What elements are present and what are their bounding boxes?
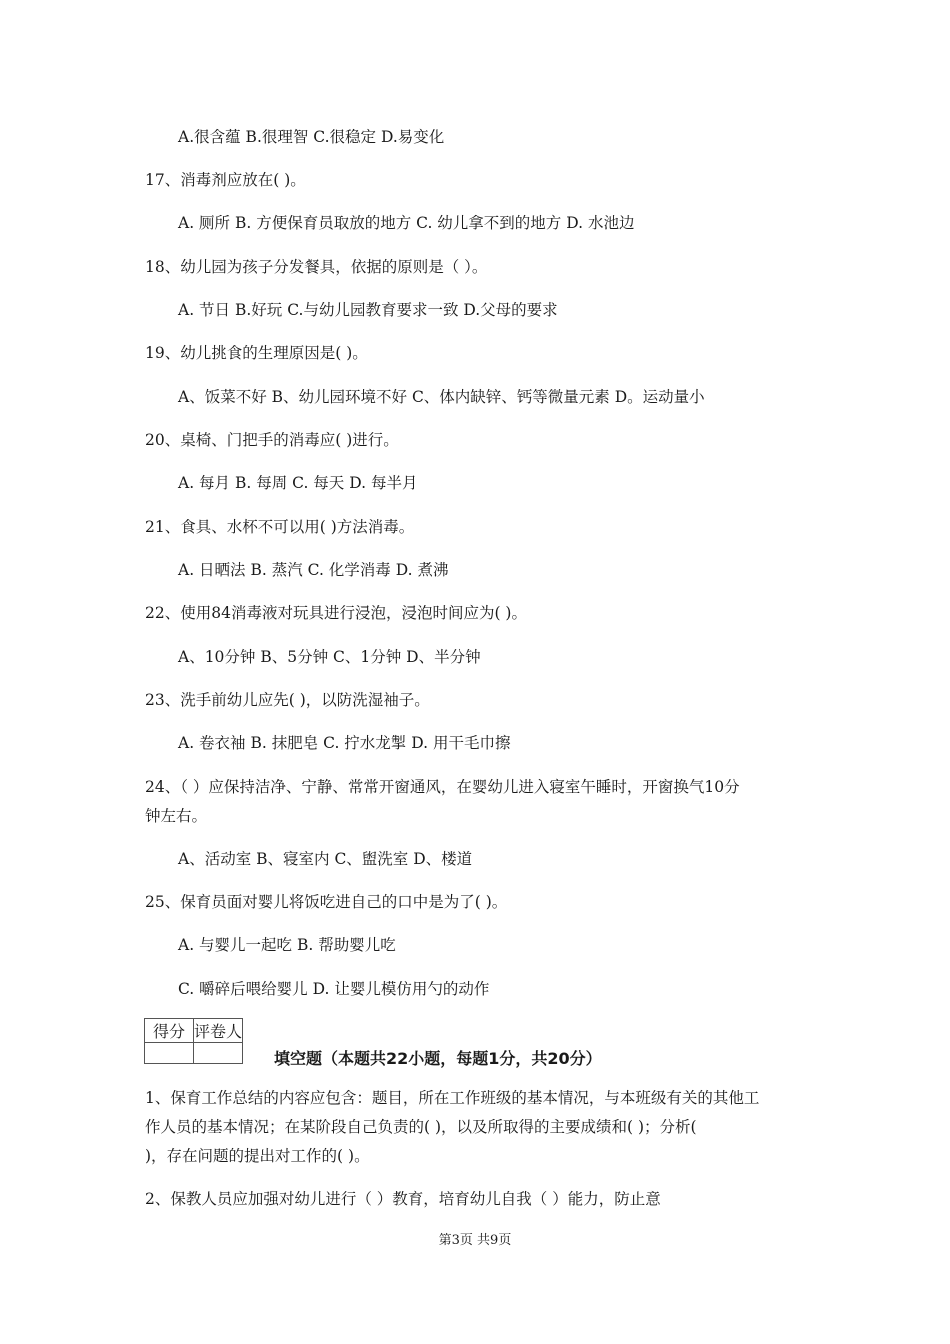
grader-cell <box>194 1043 243 1064</box>
grader-header: 评卷人 <box>194 1019 243 1043</box>
question-text: 21、食具、水杯不可以用( )方法消毒。 <box>145 518 415 536</box>
question-text: 23、洗手前幼儿应先( )，以防洗湿袖子。 <box>145 691 430 709</box>
page-footer: 第3页 共9页 <box>438 1233 512 1248</box>
question-text: 17、消毒剂应放在( )。 <box>145 171 306 189</box>
answer-options: C. 嚼碎后喂给婴儿 D. 让婴儿模仿用勺的动作 <box>178 980 490 998</box>
question-text: 作人员的基本情况；在某阶段自己负责的( )，以及所取得的主要成绩和( )；分析( <box>145 1118 697 1136</box>
answer-options: A、活动室 B、寝室内 C、盥洗室 D、楼道 <box>178 850 473 868</box>
answer-options: A. 日晒法 B. 蒸汽 C. 化学消毒 D. 煮沸 <box>178 561 449 579</box>
question-text: 24、（ ）应保持洁净、宁静、常常开窗通风，在婴幼儿进入寝室午睡时，开窗换气10分 <box>145 778 740 796</box>
answer-options: A. 节日 B.好玩 C.与幼儿园教育要求一致 D.父母的要求 <box>178 301 558 319</box>
answer-options: A. 卷衣袖 B. 抹肥皂 C. 拧水龙掣 D. 用干毛巾擦 <box>178 734 511 752</box>
answer-options: A. 与婴儿一起吃 B. 帮助婴儿吃 <box>178 936 396 954</box>
answer-options: A. 每月 B. 每周 C. 每天 D. 每半月 <box>178 474 418 492</box>
score-table <box>144 1018 243 1064</box>
answer-options: A、饭菜不好 B、幼儿园环境不好 C、体内缺锌、钙等微量元素 D。运动量小 <box>178 388 705 406</box>
score-cell <box>145 1043 194 1064</box>
question-text: 20、桌椅、门把手的消毒应( )进行。 <box>145 431 399 449</box>
answer-options: A. 厕所 B. 方便保育员取放的地方 C. 幼儿拿不到的地方 D. 水池边 <box>178 214 635 232</box>
question-text: 18、幼儿园为孩子分发餐具，依据的原则是（ ）。 <box>145 258 488 276</box>
question-text: 25、保育员面对婴儿将饭吃进自己的口中是为了( )。 <box>145 893 508 911</box>
question-text: )，存在问题的提出对工作的( )。 <box>145 1147 370 1165</box>
question-text: 钟左右。 <box>145 807 208 825</box>
question-text: 1、保育工作总结的内容应包含：题目，所在工作班级的基本情况，与本班级有关的其他工 <box>145 1089 760 1107</box>
question-text: 22、使用84消毒液对玩具进行浸泡，浸泡时间应为( )。 <box>145 604 527 622</box>
question-text: 2、保教人员应加强对幼儿进行（ ）教育，培育幼儿自我（ ）能力，防止意 <box>145 1190 661 1208</box>
section-title: 填空题（本题共22小题，每题1分，共20分） <box>274 1049 602 1068</box>
question-text: 19、幼儿挑食的生理原因是( )。 <box>145 344 368 362</box>
answer-options: A、10分钟 B、5分钟 C、1分钟 D、半分钟 <box>178 648 481 666</box>
answer-options: A.很含蕴 B.很理智 C.很稳定 D.易变化 <box>178 128 445 146</box>
score-header: 得分 <box>145 1019 194 1043</box>
